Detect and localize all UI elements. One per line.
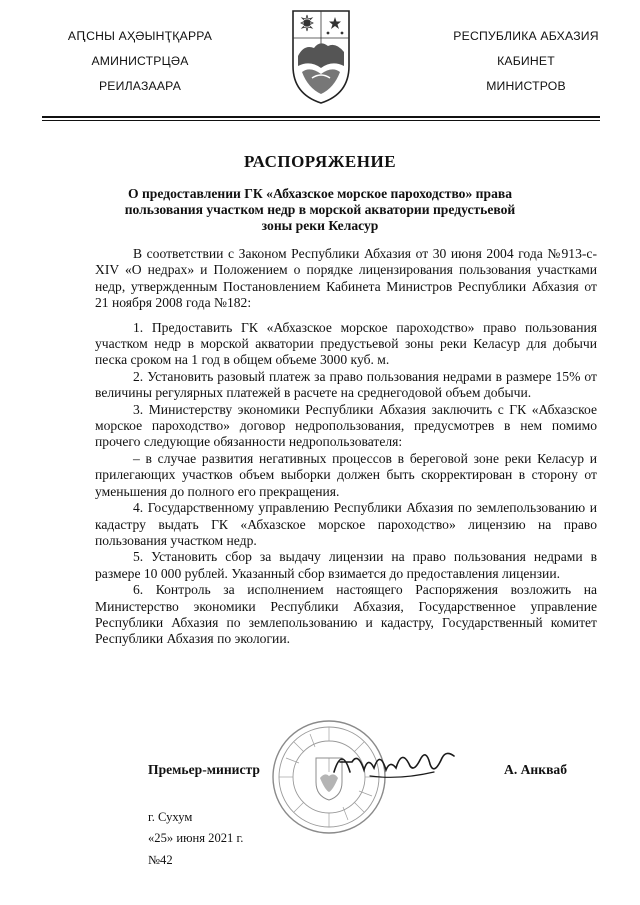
issue-date: «25» июня 2021 г.: [148, 831, 244, 845]
document-number: №42: [148, 853, 173, 867]
signature-block: [0, 762, 640, 786]
header-divider: [42, 116, 600, 118]
document-subject: О предоставлении ГК «Абхазское морское пароходство» права пользования участком недр в морской акватории предустьевой зоны реки Келасур: [124, 186, 516, 233]
clause-3-subitem: – в случае развития негативных процессов в береговой зоне реки Келасур и прилегающих участков объем выборки должен быть скорректирован в сторону от уменьшения до полного его прекращения.: [95, 450, 597, 499]
document-title: РАСПОРЯЖЕНИЕ: [243, 152, 397, 171]
clause-5: 5. Установить сбор за выдачу лицензии на право пользования недрами в размере 10 000 рублей. Указанный сбор взимается до предоставления лицензии.: [95, 549, 597, 581]
coat-of-arms-icon: [290, 8, 352, 106]
letterhead-russian: [426, 24, 626, 99]
letterhead: [0, 0, 640, 120]
letterhead-line: АԤСНЫ АҲӘЫНҬҚАРРА: [67, 29, 213, 43]
clause-4: 4. Государственному управлению Республики Абхазия по землепользованию и кадастру выдать ГК «Абхазское морское пароходство» лицензию на право пользования участком недр.: [95, 500, 597, 548]
letterhead-line: РЕИЛАЗААРА: [98, 79, 182, 93]
signatory-position: Премьер-министр: [148, 762, 260, 777]
issue-place: г. Сухум: [148, 810, 193, 824]
signatory-name: А. Анкваб: [504, 762, 568, 777]
header-divider-thin: [42, 120, 600, 121]
letterhead-line: МИНИСТРОВ: [486, 79, 566, 93]
clause-1: 1. Предоставить ГК «Абхазское морское пароходство» право пользования участком недр в морской акватории предустьевой зоны реки Келасур для добычи песка сроком на 1 год в общем объеме 3000 куб. м.: [95, 319, 597, 368]
clause-3: 3. Министерству экономики Республики Абхазия заключить с ГК «Абхазское морское пароходство» договор недропользования, предусмотрев в нем помимо прочего следующие обязанности недропользователя:: [95, 401, 597, 450]
letterhead-line: КАБИНЕТ: [497, 54, 555, 68]
letterhead-line: РЕСПУБЛИКА АБХАЗИЯ: [453, 29, 599, 43]
clause-6: 6. Контроль за исполнением настоящего Распоряжения возложить на Министерство экономики Республики Абхазия, Государственное управление Республики Абхазия по землепользованию и кадастру, Государственный комитет Республики Абхазия по экологии.: [95, 582, 597, 647]
letterhead-line: АМИНИСТРЦӘА: [91, 54, 189, 68]
document-body: [95, 246, 597, 648]
clause-2: 2. Установить разовый платеж за право пользования недрами в размере 15% от величины регулярных платежей в расчете на среднегодовой объем добычи.: [95, 368, 597, 401]
letterhead-abkhaz: [40, 24, 240, 99]
preamble-paragraph: В соответствии с Законом Республики Абхазия от 30 июня 2004 года №913-с-XIV «О недрах» и Положением о порядке лицензирования пользования участками недр, утвержденным Постановлением Кабинета Министров Республики Абхазия от 21 ноября 2008 года №182:: [95, 246, 597, 311]
